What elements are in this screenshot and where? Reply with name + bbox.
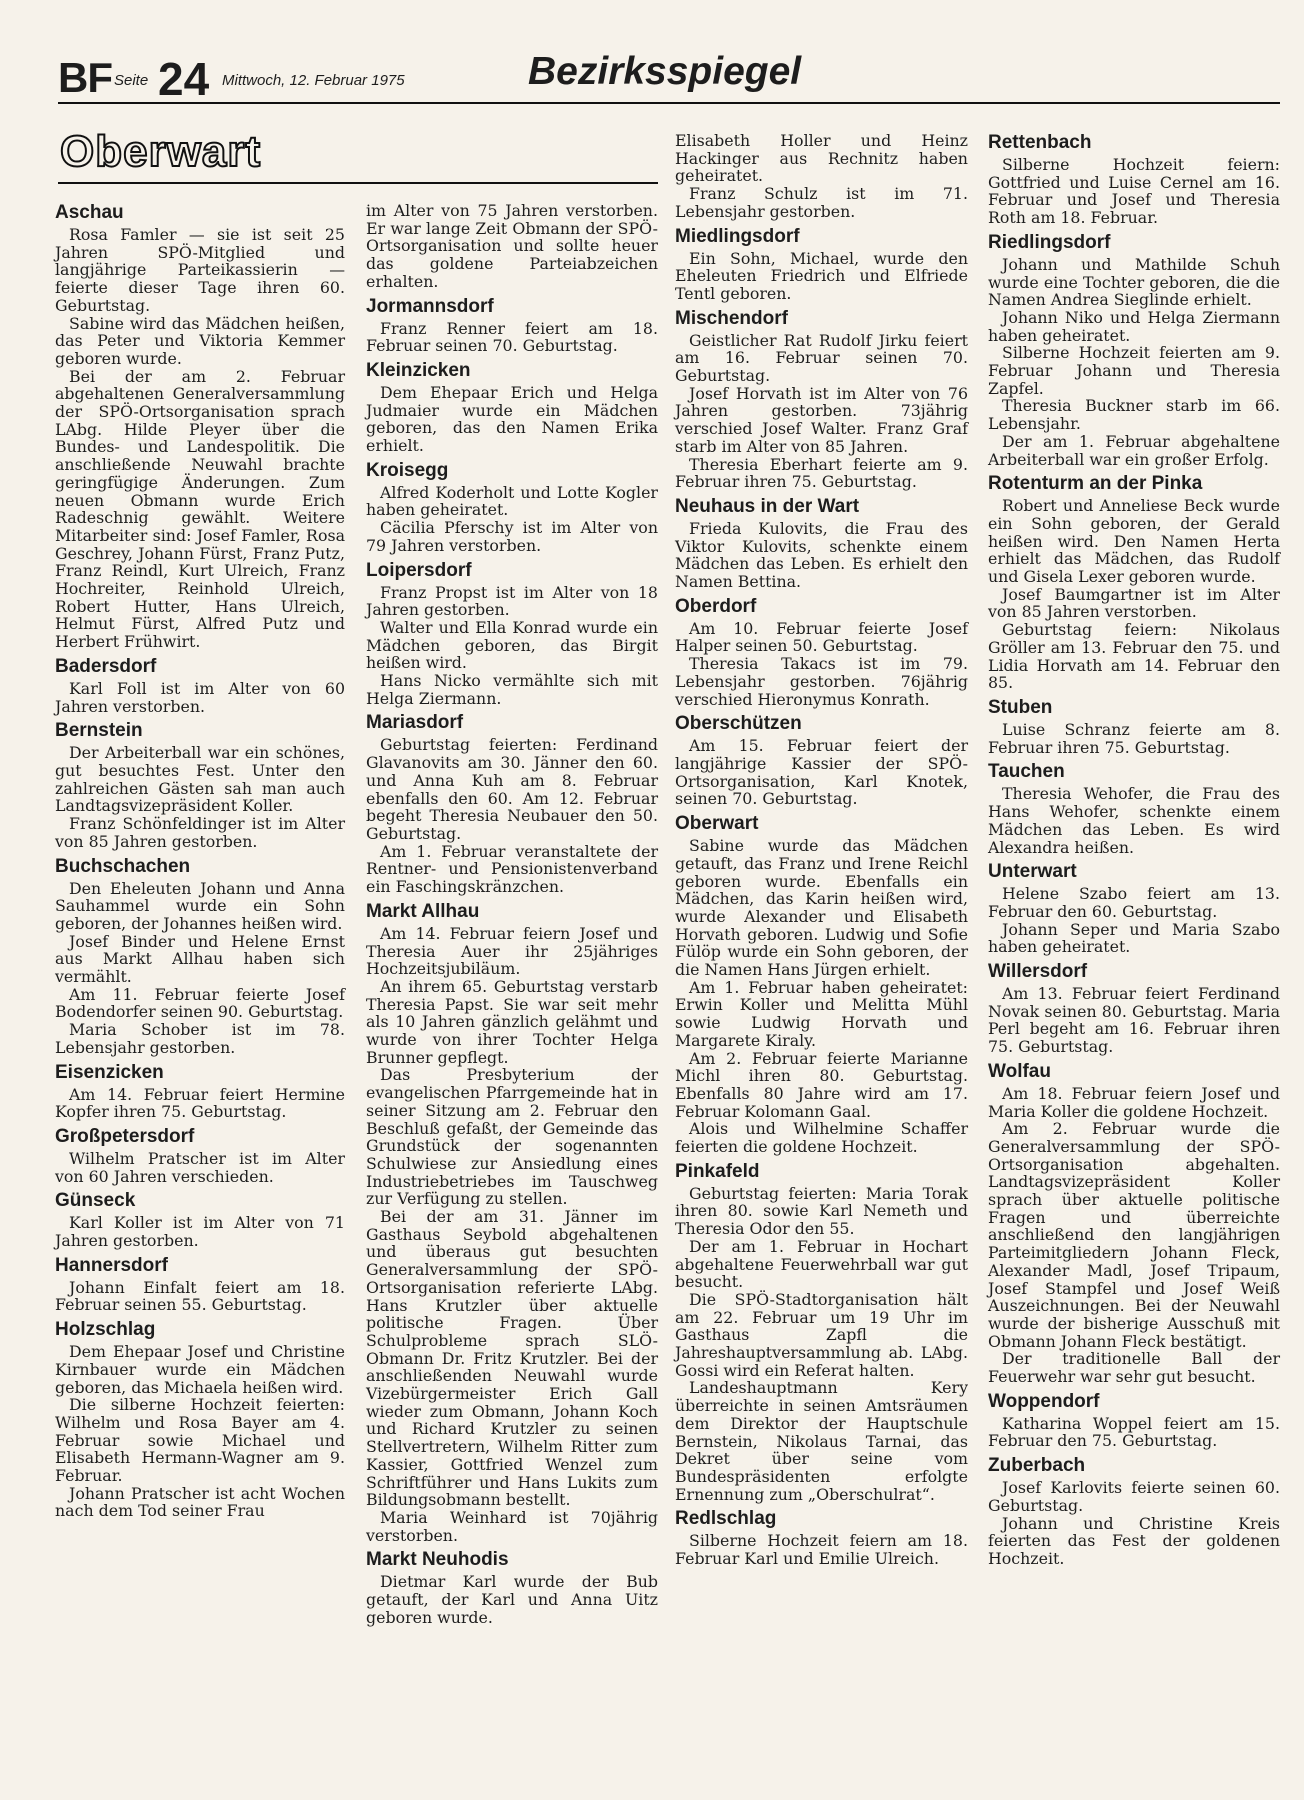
news-item: Helene Szabo feiert am 13. Februar den 60. Geburtstag. bbox=[988, 884, 1280, 921]
place-heading: Wolfau bbox=[988, 1060, 1051, 1082]
place-heading: Eisenzicken bbox=[55, 1061, 164, 1083]
news-item: Am 2. Februar feierte Marianne Michl ihren 80. Geburtstag. Ebenfalls 80 Jahre wird am 17. Februar Kolomann Gaal. bbox=[675, 1048, 968, 1121]
news-item: Luise Schranz feierte am 8. Februar ihren 75. Geburtstag. bbox=[988, 719, 1280, 757]
news-item: Robert und Anneliese Beck wurde ein Sohn geboren, der Gerald heißen wird. Den Namen Herta erhielt das Mädchen, das Rudolf und Gisela Lexer geboren wurde. bbox=[988, 496, 1280, 587]
news-item: Bei der am 2. Februar abgehaltenen Generalversammlung der SPÖ-Ortsorganisation sprach LAbg. Hilde Pleyer über die Bundes- und Landespolitik. Die anschließende Neuwahl brachte geringfügige Änderungen. Zum neuen Obmann wurde Erich Radeschnig gewählt. Weitere Mitarbeiter sind: Josef Famler, Rosa Geschrey, Johann Fürst, Franz Putz, Franz Reindl, Kurt Ulreich, Franz Hochreiter, Reinhold Ulreich, Robert Hutter, Hans Ulreich, Helmut Fürst, Alfred Putz und Herbert Frühwirt. bbox=[55, 366, 345, 652]
news-item: Bei der am 31. Jänner im Gasthaus Seybold abgehaltenen und überaus gut besuchten Generalversammlung der SPÖ-Ortsorganisation referierte LAbg. Hans Krutzler über aktuelle politische Fragen. Über Schulprobleme sprach SLÖ-Obmann Dr. Fritz Krutzler. Bei der anschließenden Neuwahl wurde Vizebürgermeister Erich Gall wieder zum Obmann, Johann Koch und Richard Krutzler zu seinen Stellvertretern, Wilhelm Ritter zum Kassier, Gottfried Wenzel zum Schriftführer und Hans Lukits zum Bildungsobmann bestellt. bbox=[366, 1207, 658, 1510]
place-heading: Mariasdorf bbox=[366, 712, 464, 734]
news-item: Die SPÖ-Stadtorganisation hält am 22. Februar um 19 Uhr im Gasthaus Zapfl die Jahreshauptversammlung ab. LAbg. Gossi wird ein Referat halten. bbox=[675, 1289, 968, 1380]
news-item: Dietmar Karl wurde der Bub getauft, der Karl und Anna Uitz geboren wurde. bbox=[366, 1572, 658, 1627]
issue-date: Mittwoch, 12. Februar 1975 bbox=[222, 72, 405, 89]
place-heading: Willersdorf bbox=[988, 961, 1088, 983]
news-item: Ein Sohn, Michael, wurde den Eheleuten Friedrich und Elfriede Tentl geboren. bbox=[675, 248, 968, 303]
news-item: Hans Nicko vermählte sich mit Helga Ziermann. bbox=[366, 671, 658, 708]
news-item: Katharina Woppel feiert am 15. Februar den 75. Geburtstag. bbox=[988, 1413, 1280, 1451]
news-item: Theresia Buckner starb im 66. Lebensjahr. bbox=[988, 396, 1280, 434]
news-item: Am 11. Februar feierte Josef Bodendorfer seinen 90. Geburtstag. bbox=[55, 984, 345, 1022]
news-item: Der traditionelle Ball der Feuerwehr war sehr gut besucht. bbox=[988, 1349, 1280, 1387]
place-heading: Oberdorf bbox=[675, 595, 757, 617]
place-heading: Bernstein bbox=[55, 720, 143, 742]
news-item: Der am 1. Februar abgehaltene Arbeiterball war ein großer Erfolg. bbox=[988, 431, 1280, 469]
place-heading: Kroisegg bbox=[366, 459, 449, 481]
news-item: Alfred Koderholt und Lotte Kogler haben geheiratet. bbox=[366, 482, 658, 520]
page-number: 24 bbox=[158, 53, 210, 105]
place-heading: Loipersdorf bbox=[366, 559, 472, 581]
place-heading: Kleinzicken bbox=[366, 359, 471, 381]
news-item: Geburtstag feierten: Ferdinand Glavanovits am 30. Jänner den 60. und Anna Kuh am 8. Februar ebenfalls den 60. Am 12. Februar begeht Theresia Neubauer den 50. Geburtstag. bbox=[366, 735, 658, 843]
news-item: Theresia Takacs ist im 79. Lebensjahr gestorben. 76jährig verschied Hieronymus Konrath. bbox=[675, 654, 968, 709]
article-column-3 bbox=[675, 132, 968, 1568]
place-heading: Jormannsdorf bbox=[366, 295, 494, 317]
news-item: Silberne Hochzeit feierten am 9. Februar Johann und Theresia Zapfel. bbox=[988, 343, 1280, 398]
news-item: Dem Ehepaar Josef und Christine Kirnbauer wurde ein Mädchen geboren, das Michaela heißen wird. bbox=[55, 1342, 345, 1397]
news-item: Johann Pratscher ist acht Wochen nach dem Tod seiner Frau bbox=[55, 1483, 345, 1521]
newspaper-logo: BF bbox=[58, 54, 112, 101]
place-heading: Miedlingsdorf bbox=[675, 225, 800, 247]
news-item: Johann und Christine Kreis feierten das Fest der goldenen Hochzeit. bbox=[988, 1513, 1280, 1568]
region-title: Oberwart bbox=[60, 127, 262, 176]
place-heading: Markt Neuhodis bbox=[366, 1549, 509, 1571]
news-item: Johann Niko und Helga Ziermann haben geheiratet. bbox=[988, 307, 1280, 345]
news-item: Josef Horvath ist im Alter von 76 Jahren gestorben. 73jährig verschied Josef Walter. Franz Graf starb im Alter von 85 Jahren. bbox=[675, 383, 968, 456]
news-item: Den Eheleuten Johann und Anna Sauhammel wurde ein Sohn geboren, der Johannes heißen wird. bbox=[55, 878, 345, 933]
news-item: Sabine wurde das Mädchen getauft, das Franz und Irene Reichl geboren wurde. Ebenfalls ein Mädchen, das Karin heißen wird, wurde Alexander und Elisabeth Horvath geboren. Ludwig und Sofie Fülöp wurde ein Sohn geboren, der die Namen Hans Jürgen erhielt. bbox=[675, 836, 968, 980]
news-item: Der Arbeiterball war ein schönes, gut besuchtes Fest. Unter den zahlreichen Gästen sah man auch Landtagsvizepräsident Koller. bbox=[55, 743, 345, 816]
place-heading: Großpetersdorf bbox=[55, 1125, 195, 1147]
region-rule bbox=[58, 182, 658, 184]
place-heading: Rotenturm an der Pinka bbox=[988, 473, 1203, 495]
news-item: im Alter von 75 Jahren verstorben. Er war lange Zeit Obmann der SPÖ-Ortsorganisation und sollte heuer das goldene Parteiabzeichen erhalten. bbox=[366, 201, 658, 291]
place-heading: Holzschlag bbox=[55, 1319, 156, 1341]
news-item: Am 10. Februar feierte Josef Halper seinen 50. Geburtstag. bbox=[675, 618, 968, 656]
news-item: Johann Seper und Maria Szabo haben geheiratet. bbox=[988, 919, 1280, 957]
place-heading: Aschau bbox=[55, 202, 124, 223]
news-item: Josef Binder und Helene Ernst aus Markt Allhau haben sich vermählt. bbox=[55, 931, 345, 987]
news-item: Theresia Eberhart feierte am 9. Februar ihren 75. Geburtstag. bbox=[675, 454, 968, 492]
place-heading: Oberschützen bbox=[675, 713, 802, 735]
place-heading: Redlschlag bbox=[675, 1508, 777, 1530]
place-heading: Neuhaus in der Wart bbox=[675, 495, 860, 517]
news-item: Sabine wird das Mädchen heißen, das Peter und Viktoria Kemmer geboren wurde. bbox=[55, 313, 345, 368]
news-item: Franz Schönfeldinger ist im Alter von 85 Jahren gestorben. bbox=[55, 814, 345, 851]
place-heading: Badersdorf bbox=[55, 655, 157, 677]
masthead bbox=[58, 50, 1280, 104]
news-item: Franz Propst ist im Alter von 18 Jahren gestorben. bbox=[366, 582, 658, 620]
news-item: Am 1. Februar veranstaltete der Rentner- und Pensionistenverband ein Faschingskränzchen. bbox=[366, 841, 658, 897]
place-heading: Mischendorf bbox=[675, 307, 788, 329]
news-item: Franz Schulz ist im 71. Lebensjahr gestorben. bbox=[675, 184, 968, 221]
news-item: Silberne Hochzeit feiern: Gottfried und Luise Cernel am 16. Februar und Josef und Theresia Roth am 18. Februar. bbox=[988, 155, 1280, 228]
news-item: Am 1. Februar haben geheiratet: Erwin Koller und Melitta Mühl sowie Ludwig Horvath und Margarete Kiraly. bbox=[675, 977, 968, 1050]
place-heading: Hannersdorf bbox=[55, 1254, 168, 1276]
place-heading: Woppendorf bbox=[988, 1390, 1100, 1412]
news-item: Karl Foll ist im Alter von 60 Jahren verstorben. bbox=[55, 678, 345, 716]
place-heading: Riedlingsdorf bbox=[988, 231, 1111, 253]
news-item: Elisabeth Holler und Heinz Hackinger aus Rechnitz haben geheiratet. bbox=[675, 131, 968, 186]
news-item: Alois und Wilhelmine Schaffer feierten die goldene Hochzeit. bbox=[675, 1119, 968, 1157]
article-column-1 bbox=[55, 202, 345, 1520]
place-heading: Markt Allhau bbox=[366, 900, 480, 922]
news-item: Am 18. Februar feiern Josef und Maria Koller die goldene Hochzeit. bbox=[988, 1083, 1280, 1121]
news-item: Maria Weinhard ist 70jährig verstorben. bbox=[366, 1508, 658, 1545]
news-item: Johann Einfalt feiert am 18. Februar seinen 55. Geburtstag. bbox=[55, 1277, 345, 1315]
place-heading: Pinkafeld bbox=[675, 1160, 760, 1182]
section-title: Bezirksspiegel bbox=[528, 50, 802, 93]
news-item: Geburtstag feierten: Maria Torak ihren 80. sowie Karl Nemeth und Theresia Odor den 55. bbox=[675, 1183, 968, 1239]
news-item: Geburtstag feiern: Nikolaus Gröller am 13. Februar den 75. und Lidia Horvath am 14. Februar den 85. bbox=[988, 620, 1280, 693]
news-item: Maria Schober ist im 78. Lebensjahr gestorben. bbox=[55, 1020, 345, 1057]
news-item: Walter und Ella Konrad wurde ein Mädchen geboren, das Birgit heißen wird. bbox=[366, 617, 658, 673]
news-item: Josef Baumgartner ist im Alter von 85 Jahren verstorben. bbox=[988, 584, 1280, 622]
article-column-4 bbox=[988, 132, 1280, 1568]
news-item: Rosa Famler — sie ist seit 25 Jahren SPÖ-Mitglied und langjährige Parteikassierin — feierte dieser Tage ihren 60. Geburtstag. bbox=[55, 225, 345, 315]
place-heading: Günseck bbox=[55, 1190, 136, 1212]
page-label: Seite bbox=[114, 72, 149, 89]
news-item: Am 14. Februar feiert Hermine Kopfer ihren 75. Geburtstag. bbox=[55, 1084, 345, 1122]
news-item: An ihrem 65. Geburtstag verstarb Theresia Papst. Sie war seit mehr als 10 Jahren gänzlich gelähmt und wurde von ihrer Tochter Helga Brunner gepflegt. bbox=[366, 976, 658, 1067]
news-item: Wilhelm Pratscher ist im Alter von 60 Jahren verschieden. bbox=[55, 1148, 345, 1186]
news-item: Dem Ehepaar Erich und Helga Judmaier wurde ein Mädchen geboren, das den Namen Erika erhielt. bbox=[366, 382, 658, 456]
news-item: Johann und Mathilde Schuh wurde eine Tochter geboren, die die Namen Andrea Sieglinde erhielt. bbox=[988, 254, 1280, 310]
news-item: Der am 1. Februar in Hochart abgehaltene Feuerwehrball war gut besucht. bbox=[675, 1236, 968, 1292]
place-heading: Unterwart bbox=[988, 861, 1077, 883]
news-item: Frieda Kulovits, die Frau des Viktor Kulovits, schenkte einem Mädchen das Leben. Es erhielt den Namen Bettina. bbox=[675, 518, 968, 592]
news-item: Franz Renner feiert am 18. Februar seinen 70. Geburtstag. bbox=[366, 318, 658, 356]
news-item: Am 15. Februar feiert der langjährige Kassier der SPÖ-Ortsorganisation, Karl Knotek, seinen 70. Geburtstag. bbox=[675, 736, 968, 809]
place-heading: Rettenbach bbox=[988, 132, 1092, 153]
news-item: Das Presbyterium der evangelischen Pfarrgemeinde hat in seiner Sitzung am 2. Februar den Beschluß gefaßt, der Gemeinde das Grundstück der sogenannten Schulwiese zur Ansiedlung eines Industriebetriebes im Tauschweg zur Verfügung zu stellen. bbox=[366, 1065, 658, 1209]
news-item: Cäcilia Pferschy ist im Alter von 79 Jahren verstorben. bbox=[366, 518, 658, 555]
place-heading: Buchschachen bbox=[55, 855, 191, 877]
news-item: Karl Koller ist im Alter von 71 Jahren gestorben. bbox=[55, 1213, 345, 1251]
news-item: Die silberne Hochzeit feierten: Wilhelm und Rosa Bayer am 4. Februar sowie Michael und Elisabeth Hermann-Wagner am 9. Februar. bbox=[55, 1395, 345, 1486]
place-heading: Zuberbach bbox=[988, 1455, 1086, 1477]
article-column-2 bbox=[366, 202, 658, 1627]
news-item: Theresia Wehofer, die Frau des Hans Wehofer, schenkte einem Mädchen das Leben. Es wird Alexandra heißen. bbox=[988, 784, 1280, 857]
news-item: Josef Karlovits feierte seinen 60. Geburtstag. bbox=[988, 1478, 1280, 1515]
news-item: Silberne Hochzeit feiern am 18. Februar Karl und Emilie Ulreich. bbox=[675, 1531, 968, 1569]
place-heading: Stuben bbox=[988, 696, 1053, 718]
news-item: Am 13. Februar feiert Ferdinand Novak seinen 80. Geburtstag. Maria Perl begeht am 16. Februar ihren 75. Geburtstag. bbox=[988, 984, 1280, 1057]
news-item: Am 2. Februar wurde die Generalversammlung der SPÖ-Ortsorganisation abgehalten. Landtagsvizepräsident Koller sprach über aktuelle politische Fragen und überreichte anschließend den langjährigen Parteimitgliedern Johann Fleck, Alexander Madl, Josef Tripaum, Josef Stampfel und Josef Weiß Auszeichnungen. Bei der Neuwahl wurde der bisherige Ausschuß mit Obmann Johann Fleck bestätigt. bbox=[988, 1119, 1280, 1351]
news-item: Landeshauptmann Kery überreichte in seinen Amtsräumen dem Direktor der Hauptschule Bernstein, Nikolaus Tarnai, das Dekret über seine vom Bundespräsidenten erfolgte Ernennung zum „Oberschulrat“. bbox=[675, 1378, 968, 1504]
news-item: Geistlicher Rat Rudolf Jirku feiert am 16. Februar seinen 70. Geburtstag. bbox=[675, 330, 968, 386]
place-heading: Oberwart bbox=[675, 813, 759, 835]
place-heading: Tauchen bbox=[988, 761, 1065, 783]
news-item: Am 14. Februar feiern Josef und Theresia Auer ihr 25jähriges Hochzeitsjubiläum. bbox=[366, 923, 658, 979]
